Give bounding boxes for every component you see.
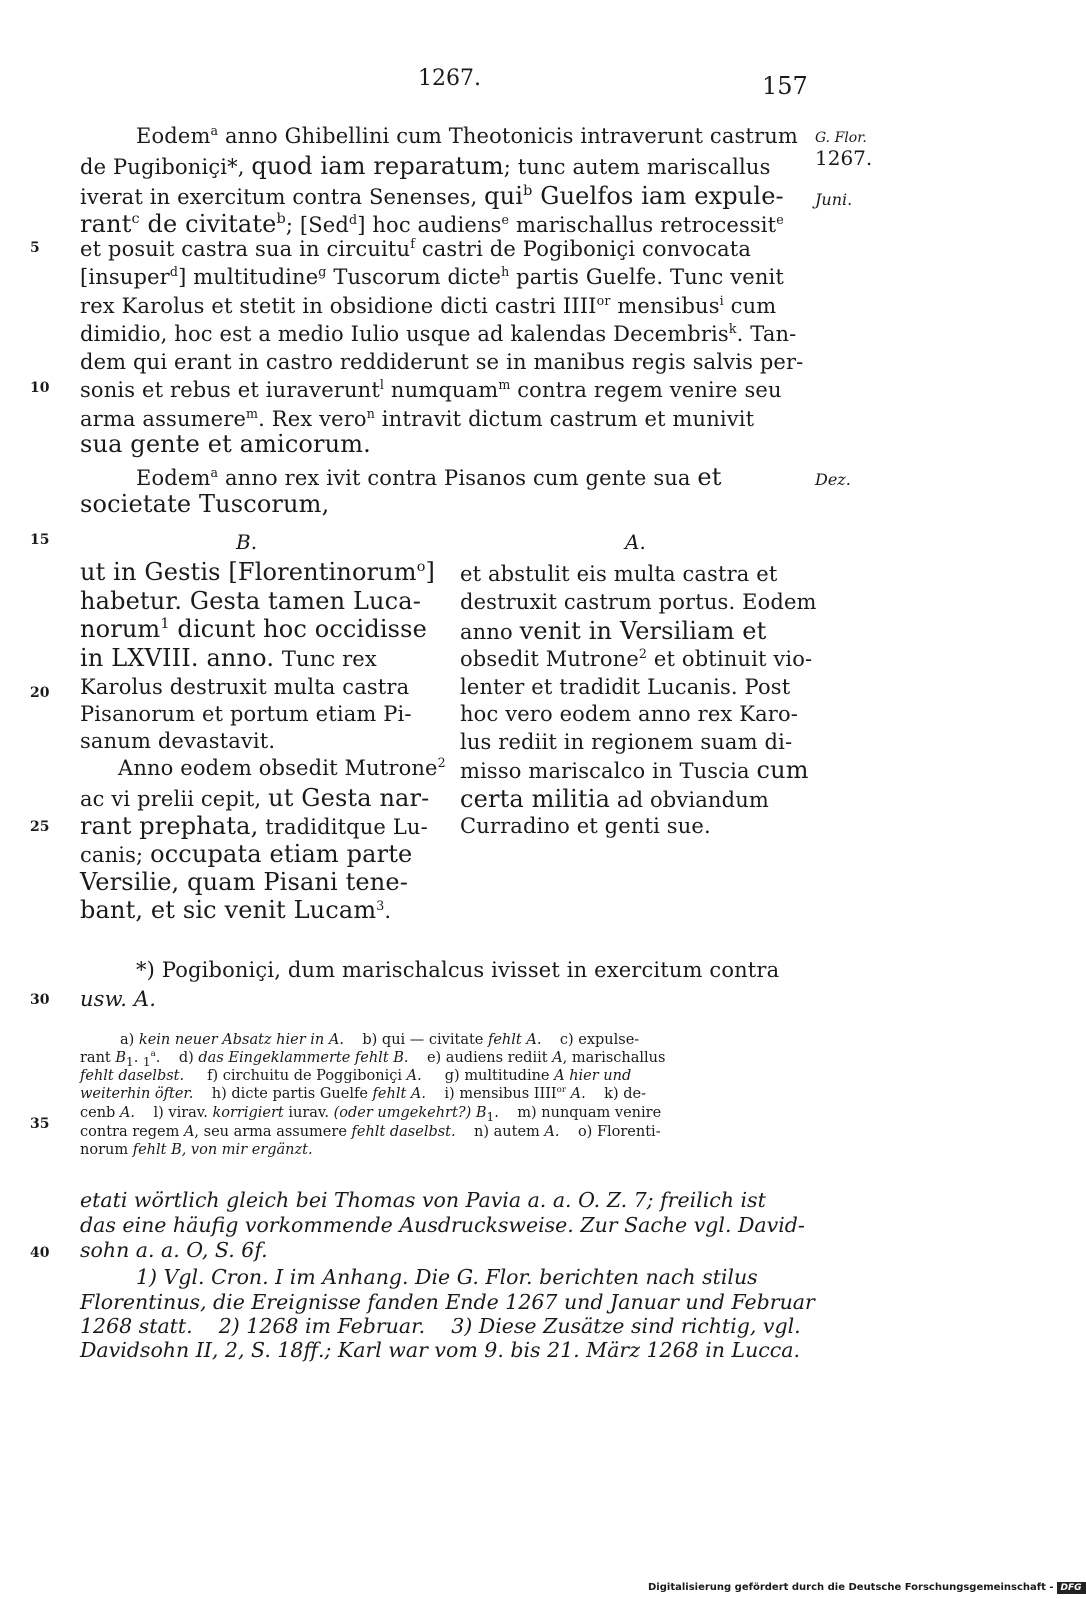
main-text-line: societate Tuscorum, — [80, 490, 330, 518]
column-b-line: in LXVIII. anno. Tunc rex — [80, 644, 377, 672]
side-note-source: G. Flor. — [815, 130, 867, 146]
column-a-line: hoc vero eodem anno rex Karo- — [460, 702, 798, 726]
column-a-line: Curradino et genti sue. — [460, 814, 711, 838]
main-text-line: dem qui erant in castro reddiderunt se in manibus regis salvis per- — [80, 350, 804, 374]
credit-text: Digitalisierung gefördert durch die Deutsche Forschungsgemeinschaft - — [648, 1582, 1054, 1593]
side-note-year: 1267. — [815, 146, 873, 170]
column-b-line: ac vi prelii cepit, ut Gesta nar- — [80, 784, 430, 812]
commentary-line: sohn a. a. O, S. 6f. — [80, 1238, 268, 1262]
main-text-line: arma assumere$^m$. Rex vero$^n$ intravit dictum castrum et munivit — [80, 406, 755, 431]
column-b-line: ut in Gestis [Florentinorum$^o$] — [80, 558, 436, 586]
column-a-line: anno venit in Versiliam et — [460, 617, 767, 645]
column-a-line: lenter et tradidit Lucanis. Post — [460, 675, 791, 699]
side-note-juni: Juni. — [815, 190, 853, 209]
main-text-line: rant$^c$ de civitate$^b$; [Sed$^d$] hoc audiens$^e$ marischallus retrocessit$^e$ — [80, 210, 784, 238]
column-b-line: Pisanorum et portum etiam Pi- — [80, 702, 412, 726]
footnote-line: a) kein neuer Absatz hier in A. b) qui — civitate fehlt A. c) expulse- — [120, 1032, 640, 1048]
line-number: 35 — [30, 1116, 50, 1132]
commentary-line: Davidsohn II, 2, S. 18ff.; Karl war vom 9. bis 21. März 1268 in Lucca. — [80, 1338, 800, 1362]
column-b-line: canis; occupata etiam parte — [80, 840, 413, 868]
line-number: 5 — [30, 240, 40, 256]
main-text-line: de Pugiboniçi*, quod iam reparatum; tunc autem mariscallus — [80, 152, 771, 180]
column-b-line: habetur. Gesta tamen Luca- — [80, 587, 421, 615]
column-b-line: norum$^1$ dicunt hoc occidisse — [80, 615, 427, 643]
column-heading-b: B. — [236, 530, 258, 554]
column-a-line: et abstulit eis multa castra et — [460, 562, 778, 586]
main-text-line: Eodem$^a$ anno rex ivit contra Pisanos cum gente sua et — [136, 463, 722, 491]
line-number: 25 — [30, 819, 50, 835]
footnote-line: contra regem A, seu arma assumere fehlt daselbst. n) autem A. o) Florenti- — [80, 1124, 661, 1140]
column-b-line: Karolus destruxit multa castra — [80, 675, 410, 699]
column-heading-a: A. — [625, 530, 646, 554]
column-b-line: rant prephata, tradiditque Lu- — [80, 812, 428, 840]
footnote-line: weiterhin öfter. h) dicte partis Guelfe fehlt A. i) mensibus $IIII^{or}$ A. k) de- — [80, 1085, 647, 1102]
page-number: 157 — [762, 72, 808, 100]
main-text-line: iverat in exercitum contra Senenses, qui$^b$ Guelfos iam expule- — [80, 182, 784, 210]
running-head-year: 1267. — [418, 66, 481, 91]
main-text-line: dimidio, hoc est a medio Iulio usque ad kalendas Decembris$^k$. Tan- — [80, 321, 797, 346]
column-a-line: destruxit castrum portus. Eodem — [460, 590, 817, 614]
main-text-line: Eodem$^a$ anno Ghibellini cum Theotonicis intraverunt castrum — [136, 123, 798, 148]
commentary-line: etati wörtlich gleich bei Thomas von Pavia a. a. O. Z. 7; freilich ist — [80, 1188, 766, 1212]
footnote-line: norum fehlt B, von mir ergänzt. — [80, 1142, 313, 1158]
commentary-line: 1268 statt. 2) 1268 im Februar. 3) Diese Zusätze sind richtig, vgl. — [80, 1314, 801, 1338]
commentary-line: das eine häufig vorkommende Ausdrucksweise. Zur Sache vgl. David- — [80, 1213, 805, 1237]
commentary-line: 1) Vgl. Cron. I im Anhang. Die G. Flor. berichten nach stilus — [136, 1265, 758, 1289]
line-number: 30 — [30, 992, 50, 1008]
column-b-line: Versilie, quam Pisani tene- — [80, 868, 409, 896]
footnote-line: fehlt daselbst. f) circhuitu de Poggiboniçi A. g) multitudine A hier und — [80, 1068, 632, 1084]
commentary-line: Florentinus, die Ereignisse fanden Ende 1267 und Januar und Februar — [80, 1290, 815, 1314]
column-a-line: lus rediit in regionem suam di- — [460, 730, 793, 754]
column-a-line: certa militia ad obviandum — [460, 785, 769, 813]
footnote-line: cenb A. l) virav. korrigiert iurav. (oder umgekehrt?) $B_1$. m) nunquam venire — [80, 1105, 662, 1124]
column-b-line: sanum devastavit. — [80, 729, 276, 753]
main-text-line: et posuit castra sua in circuitu$^f$ castri de Pogiboniçi convocata — [80, 236, 752, 261]
column-b-line: Anno eodem obsedit Mutrone$^2$ — [118, 755, 446, 780]
dfg-logo: DFG — [1057, 1582, 1086, 1594]
line-number: 15 — [30, 532, 50, 548]
side-note-dez: Dez. — [815, 470, 851, 489]
column-a-line: misso mariscalco in Tuscia cum — [460, 756, 809, 784]
star-note-line: usw. A. — [80, 987, 157, 1011]
main-text-line: rex Karolus et stetit in obsidione dicti castri $IIII^{or}$ mensibus$^i$ cum — [80, 293, 777, 318]
digitization-credit — [648, 1582, 1086, 1594]
main-text-line: sua gente et amicorum. — [80, 430, 371, 458]
line-number: 10 — [30, 380, 50, 396]
line-number: 40 — [30, 1245, 50, 1261]
footnote-line: rant $B_1$. $_1^a$. d) das Eingeklammerte fehlt B. e) audiens rediit A, marischallus — [80, 1049, 666, 1069]
main-text-line: sonis et rebus et iuraverunt$^l$ numquam$^m$ contra regem venire seu — [80, 377, 782, 402]
line-number: 20 — [30, 685, 50, 701]
column-b-line: bant, et sic venit Lucam$^3$. — [80, 896, 392, 924]
star-note-line: *) Pogiboniçi, dum marischalcus ivisset in exercitum contra — [136, 958, 780, 982]
column-a-line: obsedit Mutrone$^2$ et obtinuit vio- — [460, 646, 813, 671]
main-text-line: [insuper$^d$] multitudine$^g$ Tuscorum dicte$^h$ partis Guelfe. Tunc venit — [80, 264, 785, 289]
